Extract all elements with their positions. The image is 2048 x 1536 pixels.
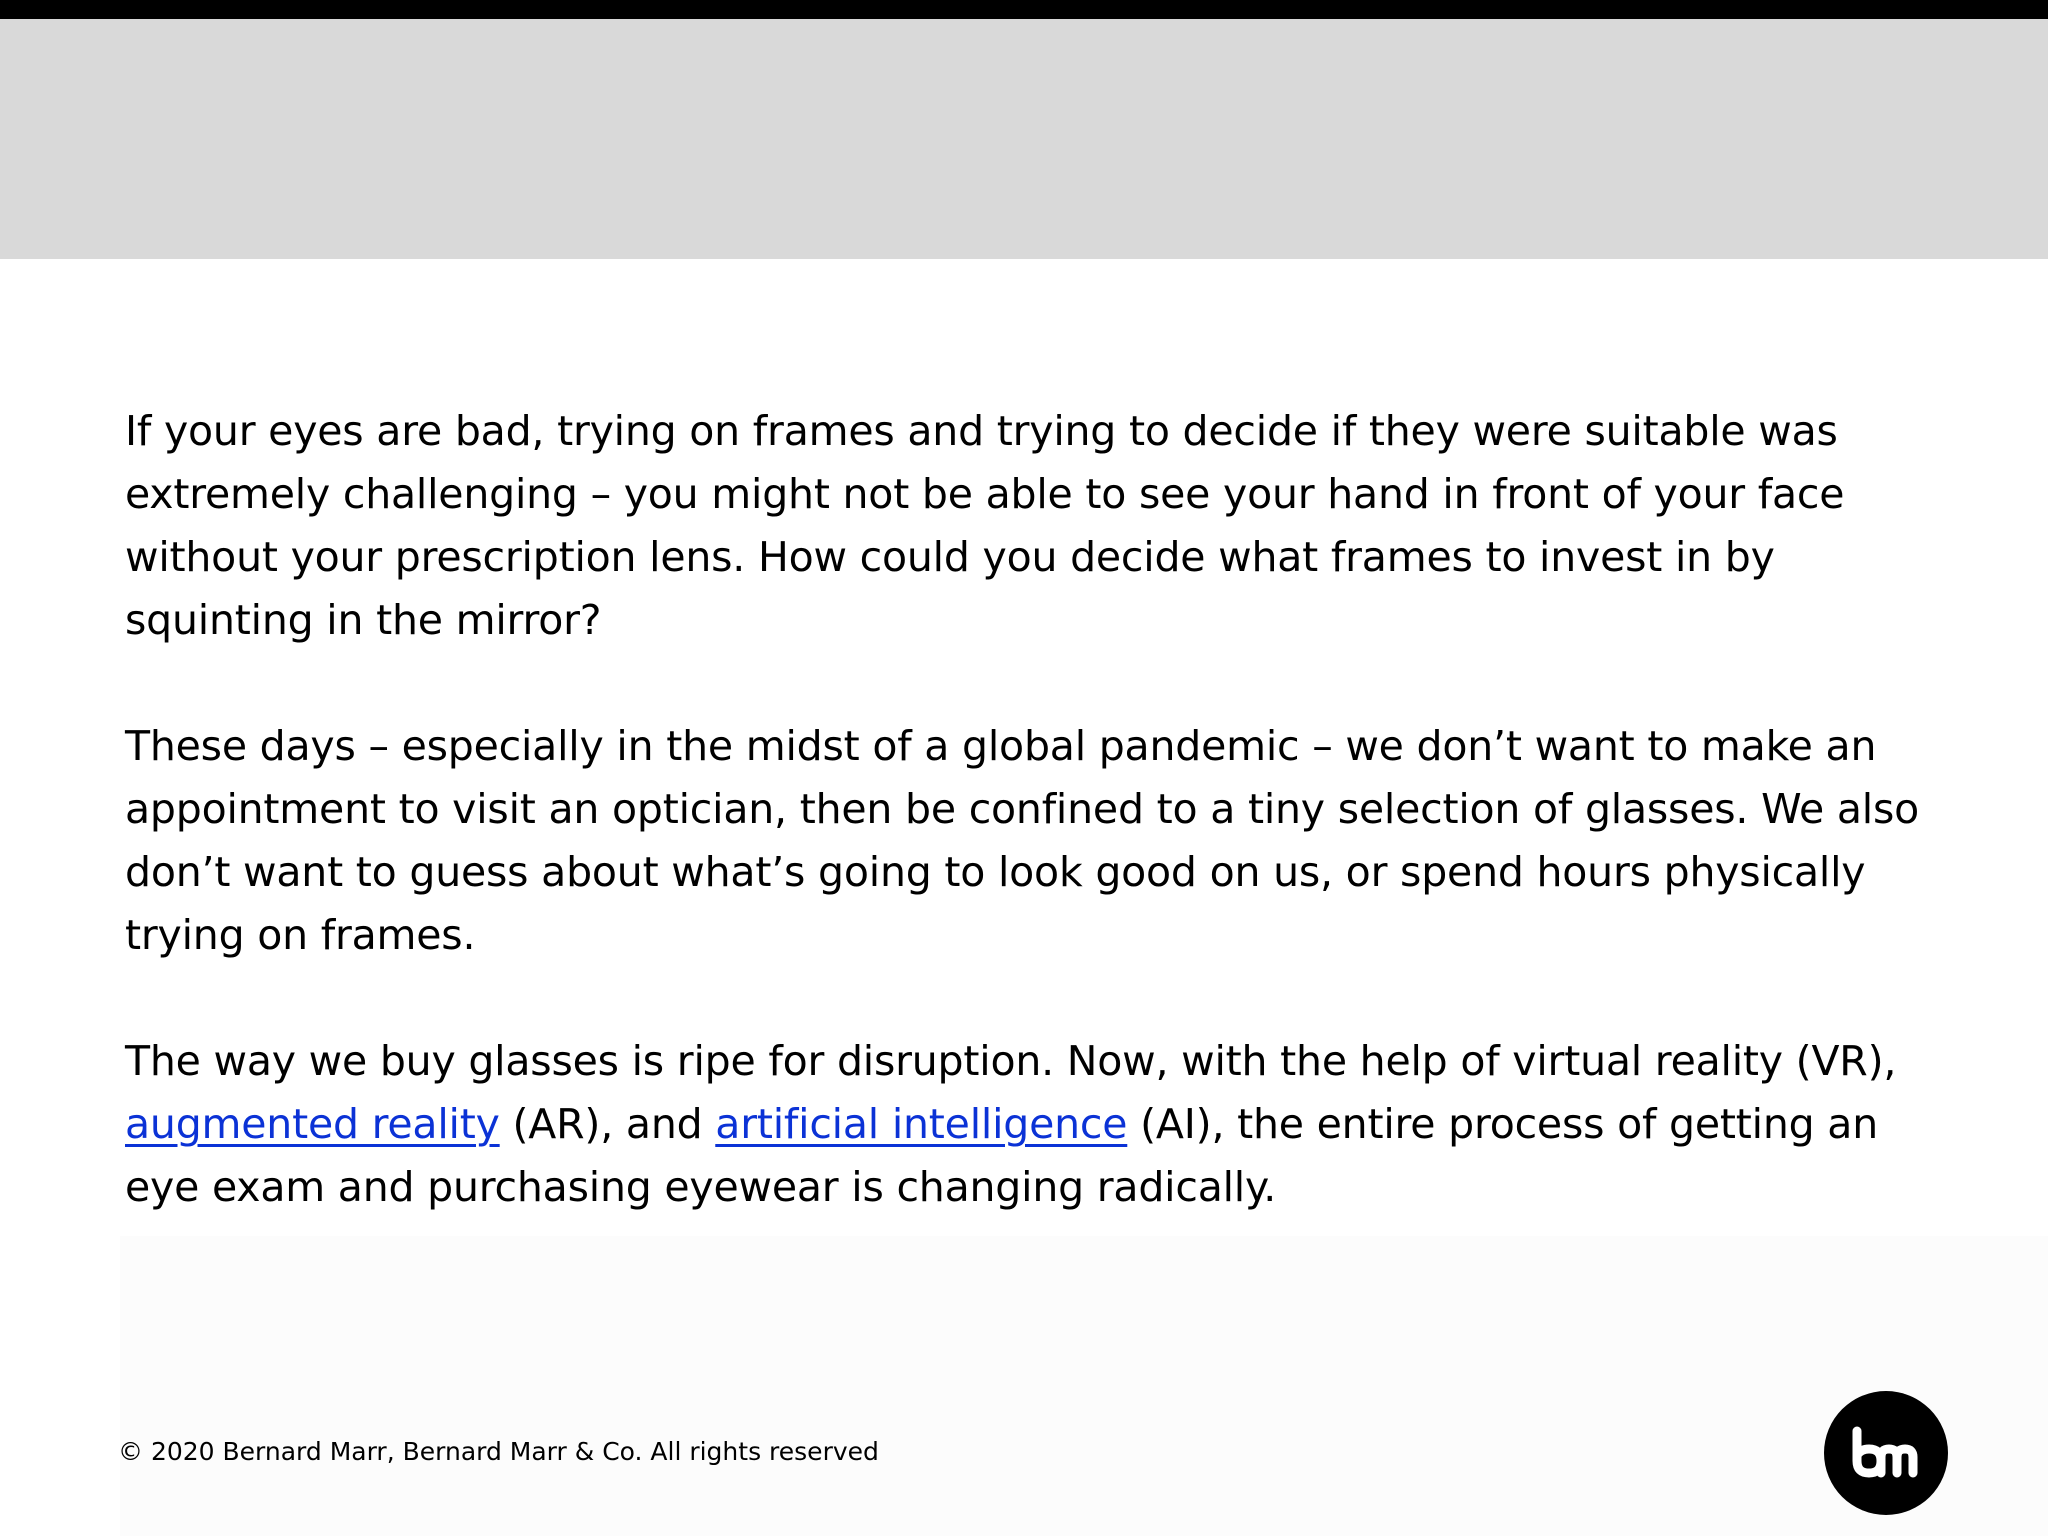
paragraph-3 — [125, 1030, 1955, 1219]
bm-logo-glyph — [1824, 1391, 1948, 1515]
lower-background — [120, 1236, 2048, 1536]
header-band — [0, 19, 2048, 259]
body-text — [125, 400, 1955, 1219]
augmented-reality-link[interactable]: augmented reality — [125, 1100, 500, 1148]
paragraph-3-text-2: (AR), and — [499, 1100, 716, 1148]
paragraph-3-text-3: (AI), the entire process of getting an eye exam and purchasing eyewear is changing radically. — [125, 1100, 1879, 1211]
artificial-intelligence-link[interactable]: artificial intelligence — [715, 1100, 1128, 1148]
top-border — [0, 0, 2048, 19]
paragraph-1: If your eyes are bad, trying on frames and trying to decide if they were suitable was extremely challenging – you might not be able to see your hand in front of your face without your prescription lens. How could you decide what frames to invest in by squinting in the mirror? — [125, 407, 1845, 644]
bm-logo-icon — [1824, 1391, 1948, 1515]
copyright-footer: © 2020 Bernard Marr, Bernard Marr & Co. All rights reserved — [118, 1437, 879, 1466]
paragraph-2: These days – especially in the midst of a global pandemic – we don’t want to make an appointment to visit an optician, then be confined to a tiny selection of glasses. We also don’t want to guess about what’s going to look good on us, or spend hours physically trying on frames. — [125, 722, 1920, 959]
paragraph-3-text-1: The way we buy glasses is ripe for disruption. Now, with the help of virtual reality (VR), — [125, 1037, 1897, 1085]
